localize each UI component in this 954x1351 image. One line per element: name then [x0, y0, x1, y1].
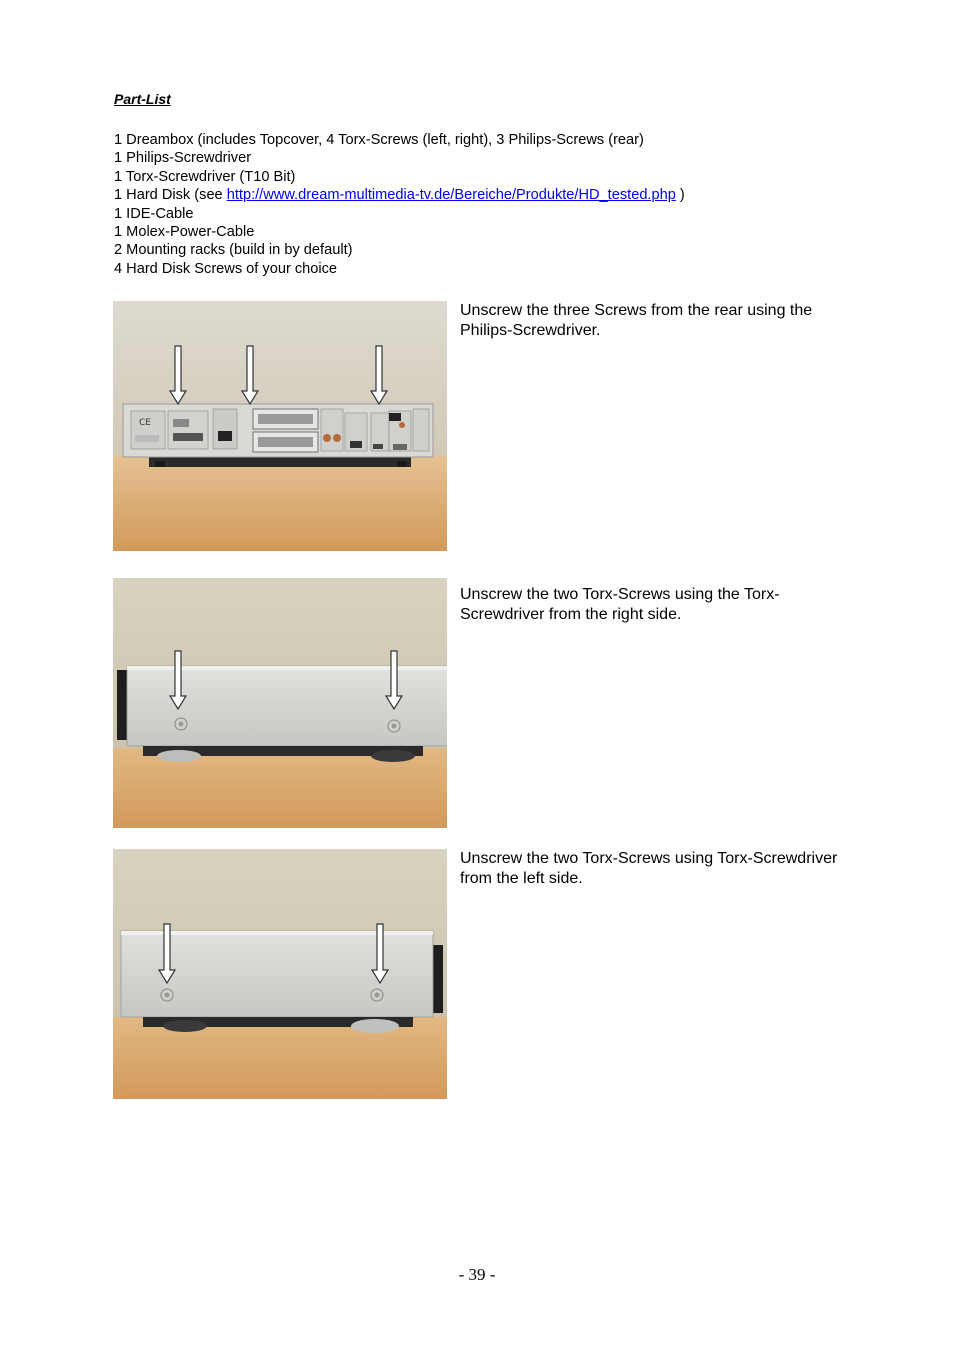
list-item: 1 Molex-Power-Cable [114, 224, 255, 241]
right-side-photo [113, 578, 447, 828]
step-left-text: Unscrew the two Torx-Screws using Torx-Screwdriver from the left side. [460, 850, 838, 887]
part-list-heading: Part-List [114, 91, 171, 107]
list-item: 1 IDE-Cable [114, 205, 194, 222]
left-side-image [113, 849, 447, 1099]
right-side-image [113, 578, 447, 828]
list-item: 2 Mounting racks (build in by default) [114, 242, 353, 259]
left-side-photo [113, 849, 447, 1099]
svg-text:CE: CE [139, 418, 151, 428]
list-item: 4 Hard Disk Screws of your choice [114, 260, 338, 277]
list-item: 1 Dreambox (includes Topcover, 4 Torx-Screws (left, right), 3 Philips-Screws (rear) [114, 132, 644, 148]
list-item-prefix: 1 Hard Disk (see [114, 187, 227, 204]
list-item-suffix: ) [675, 187, 685, 204]
list-item: 1 Torx-Screwdriver (T10 Bit) [114, 168, 296, 185]
list-item [114, 186, 685, 204]
step-rear-text: Unscrew the three Screws from the rear using the Philips-Screwdriver. [460, 302, 813, 339]
part-list [114, 131, 685, 278]
page-number: - 39 - [458, 1265, 496, 1284]
rear-view-photo [113, 301, 447, 551]
step-right-text: Unscrew the two Torx-Screws using the Torx-Screwdriver from the right side. [460, 586, 780, 623]
hd-tested-link[interactable]: http://www.dream-multimedia-tv.de/Bereiche/Produkte/HD_tested.php [226, 187, 676, 204]
list-item: 1 Philips-Screwdriver [114, 150, 252, 167]
rear-view-image [113, 301, 447, 551]
